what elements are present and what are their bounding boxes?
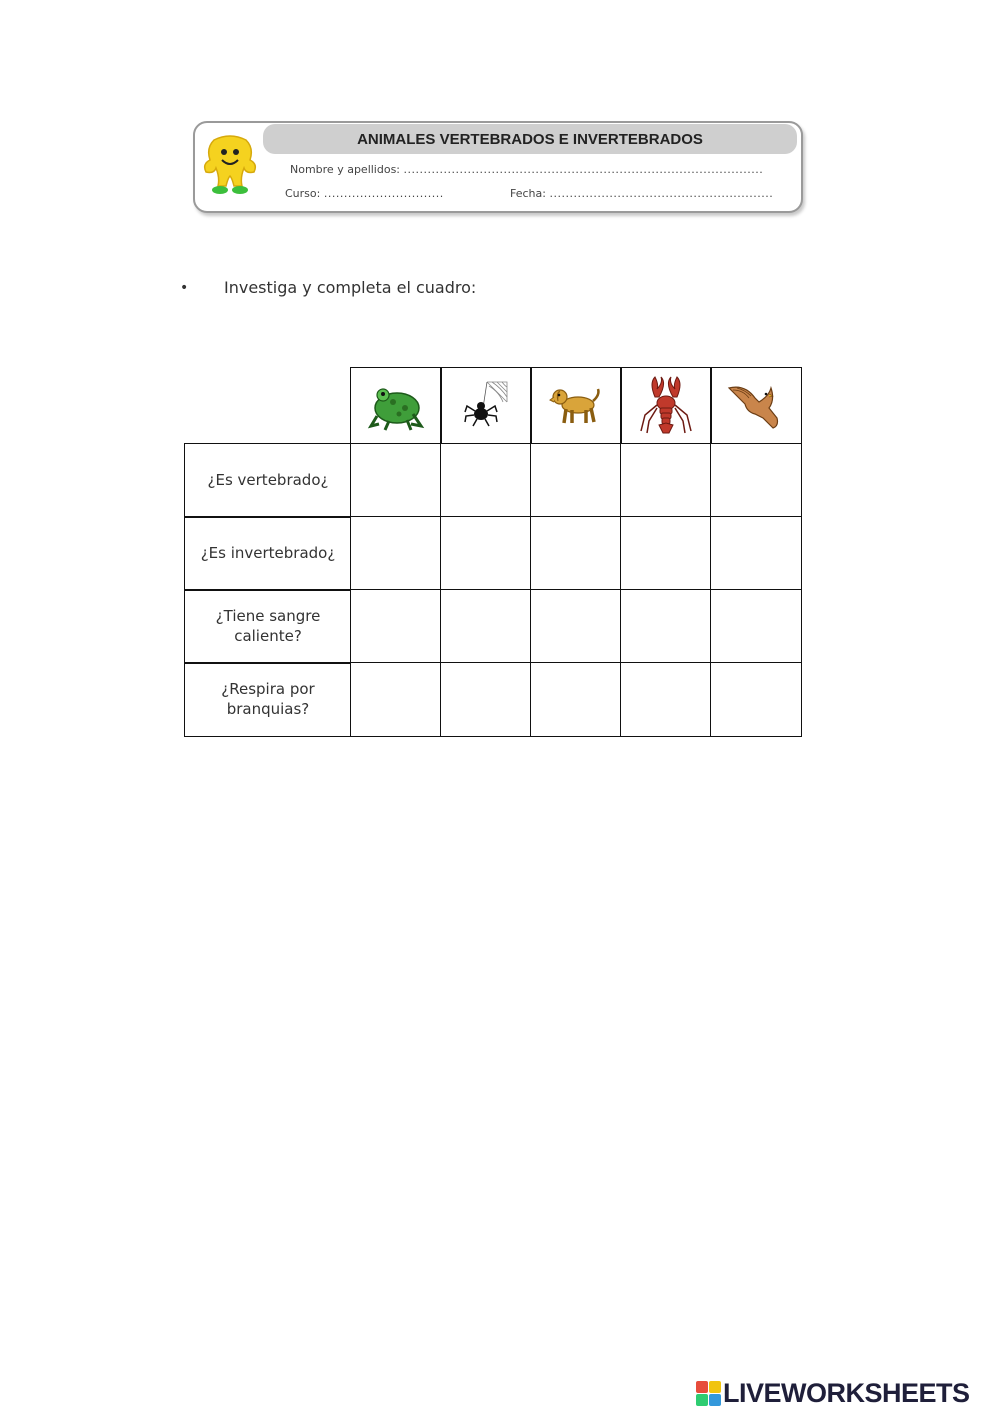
liveworksheets-logo — [696, 1377, 970, 1408]
spider-icon — [461, 378, 511, 434]
answer-cell[interactable] — [350, 662, 442, 737]
bird-icon — [725, 378, 787, 434]
answer-cell[interactable] — [530, 662, 622, 737]
bullet: • — [180, 280, 189, 296]
lobster-icon — [635, 375, 697, 437]
answer-cell[interactable] — [530, 443, 622, 518]
frog-icon — [365, 378, 427, 434]
answer-cell[interactable] — [620, 516, 712, 591]
animal-header-spider — [440, 367, 532, 445]
name-label: Nombre y apellidos: — [290, 163, 401, 176]
mascot-icon — [200, 134, 260, 196]
course-field — [285, 187, 444, 200]
answer-cell[interactable] — [620, 589, 712, 664]
date-field — [510, 187, 773, 200]
animal-header-frog — [350, 367, 442, 445]
table-corner — [184, 367, 352, 445]
question-branquias: ¿Respira por branquias? — [184, 662, 352, 737]
answer-cell[interactable] — [710, 662, 802, 737]
answer-cell[interactable] — [530, 589, 622, 664]
answer-cell[interactable] — [530, 516, 622, 591]
answer-cell[interactable] — [710, 443, 802, 518]
animal-table — [185, 368, 805, 734]
answer-cell[interactable] — [620, 443, 712, 518]
answer-cell[interactable] — [440, 516, 532, 591]
animal-header-dog — [530, 367, 622, 445]
name-line: .......................................................................................... — [403, 163, 764, 176]
answer-cell[interactable] — [350, 589, 442, 664]
answer-cell[interactable] — [620, 662, 712, 737]
question-vertebrado: ¿Es vertebrado¿ — [184, 443, 352, 518]
animal-header-bird — [710, 367, 802, 445]
answer-cell[interactable] — [710, 589, 802, 664]
question-sangre-caliente: ¿Tiene sangre caliente? — [184, 589, 352, 664]
brand-mark-icon — [696, 1381, 721, 1406]
date-label: Fecha: — [510, 187, 546, 200]
date-line: ........................................................ — [549, 187, 774, 200]
answer-cell[interactable] — [440, 662, 532, 737]
animal-header-lobster — [620, 367, 712, 445]
answer-cell[interactable] — [710, 516, 802, 591]
brand-name: LIVEWORKSHEETS — [723, 1377, 970, 1408]
answer-cell[interactable] — [440, 443, 532, 518]
course-line: .............................. — [323, 187, 444, 200]
instruction-text: Investiga y completa el cuadro: — [224, 278, 477, 297]
name-field — [290, 163, 763, 176]
worksheet-title: ANIMALES VERTEBRADOS E INVERTEBRADOS — [263, 124, 797, 154]
dog-icon — [548, 381, 604, 431]
question-invertebrado: ¿Es invertebrado¿ — [184, 516, 352, 591]
answer-cell[interactable] — [440, 589, 532, 664]
course-label: Curso: — [285, 187, 321, 200]
answer-cell[interactable] — [350, 443, 442, 518]
answer-cell[interactable] — [350, 516, 442, 591]
